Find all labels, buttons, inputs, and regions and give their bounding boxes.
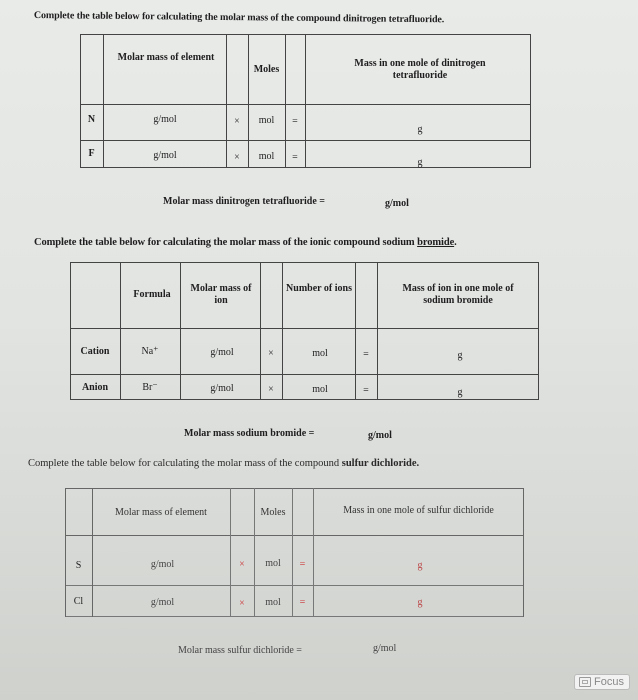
equals-sign: =	[363, 385, 369, 396]
focus-label: Focus	[594, 676, 624, 688]
molar-mass-field-f[interactable]: g/mol	[153, 150, 177, 161]
header-mass-of-ion: Mass of ion in one mole of sodium bromide	[402, 283, 514, 306]
mass-field-s[interactable]: g	[417, 560, 423, 571]
moles-field-n[interactable]: mol	[258, 115, 275, 126]
row-label-cl: Cl	[73, 596, 84, 607]
molar-mass-field-cl[interactable]: g/mol	[150, 597, 175, 608]
row-label-n: N	[87, 114, 96, 125]
row-label-anion: Anion	[81, 382, 109, 393]
equals-sign: =	[299, 597, 306, 608]
number-field-anion[interactable]: mol	[312, 384, 328, 395]
total-label-sulfur-dichloride: Molar mass sulfur dichloride =	[178, 645, 302, 656]
header-moles: Moles	[260, 507, 286, 518]
instruction-text: Complete the table below for calculating the molar mass of the ionic compound sodium	[34, 237, 418, 248]
total-label-sodium-bromide: Molar mass sodium bromide =	[184, 428, 315, 439]
total-unit-field-dinitrogen-tetrafluoride[interactable]: g/mol	[385, 198, 409, 209]
focus-button[interactable]	[574, 674, 630, 690]
row-label-s: S	[75, 560, 82, 571]
equals-sign: =	[299, 559, 306, 570]
times-sign: ×	[234, 116, 240, 127]
mass-field-f[interactable]: g	[417, 157, 423, 168]
molar-mass-field-s[interactable]: g/mol	[150, 559, 175, 570]
mass-field-cation[interactable]: g	[457, 350, 463, 361]
times-sign: ×	[234, 152, 240, 163]
molar-mass-field-n[interactable]: g/mol	[153, 114, 177, 125]
moles-field-s[interactable]: mol	[265, 558, 281, 569]
times-sign: ×	[239, 598, 245, 609]
equals-sign: =	[363, 349, 369, 360]
times-sign: ×	[268, 384, 274, 395]
header-molar-mass-of-element: Molar mass of element	[117, 52, 215, 63]
formula-anion: Br⁻	[142, 382, 158, 393]
header-molar-mass-of-ion: Molar mass of ion	[190, 283, 252, 306]
moles-field-cl[interactable]: mol	[265, 597, 281, 608]
equals-sign: =	[292, 116, 298, 127]
total-unit-field-sulfur-dichloride[interactable]: g/mol	[373, 643, 397, 654]
instruction-suffix: .	[454, 237, 457, 248]
header-moles: Moles	[253, 64, 280, 75]
total-unit-field-sodium-bromide[interactable]: g/mol	[368, 430, 392, 441]
times-sign: ×	[239, 559, 245, 570]
instruction-text: Complete the table below for calculating the molar mass of the compound	[28, 458, 342, 469]
mass-field-n[interactable]: g	[417, 124, 423, 135]
header-formula: Formula	[133, 289, 171, 300]
instruction-dinitrogen-tetrafluoride: Complete the table below for calculating the molar mass of the compound dinitrogen tetrafluoride.	[33, 10, 445, 26]
instruction-compound: sulfur dichloride.	[341, 458, 420, 469]
header-number-of-ions: Number of ions	[286, 283, 352, 294]
row-label-f: F	[88, 148, 95, 159]
header-mass-in-one-mole: Mass in one mole of dinitrogen tetrafluoride	[354, 58, 486, 81]
molar-mass-field-anion[interactable]: g/mol	[210, 383, 234, 394]
header-molar-mass-of-element: Molar mass of element	[115, 507, 207, 518]
bromide-link[interactable]: bromide	[417, 237, 455, 248]
formula-cation: Na⁺	[141, 346, 159, 357]
number-field-cation[interactable]: mol	[312, 348, 328, 359]
header-mass-in-one-mole: Mass in one mole of sulfur dichloride	[343, 505, 494, 516]
total-label-dinitrogen-tetrafluoride: Molar mass dinitrogen tetrafluoride =	[163, 196, 325, 207]
times-sign: ×	[268, 348, 274, 359]
equals-sign: =	[292, 152, 298, 163]
focus-icon	[579, 677, 591, 687]
row-label-cation: Cation	[80, 346, 110, 357]
mass-field-cl[interactable]: g	[417, 597, 423, 608]
mass-field-anion[interactable]: g	[457, 387, 463, 398]
molar-mass-field-cation[interactable]: g/mol	[210, 347, 234, 358]
moles-field-f[interactable]: mol	[258, 151, 275, 162]
